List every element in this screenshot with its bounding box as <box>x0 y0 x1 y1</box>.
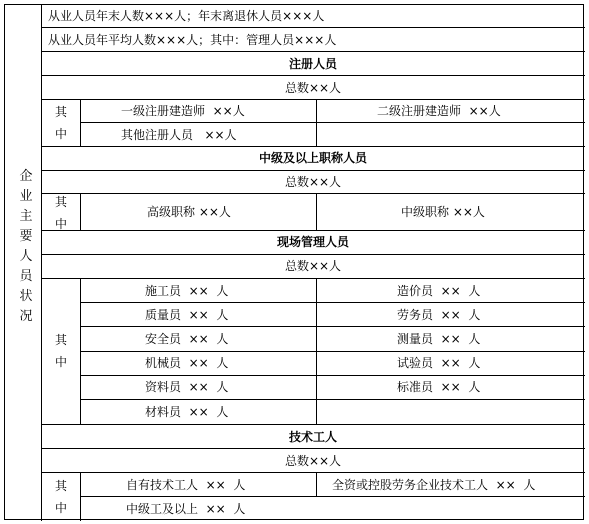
qizhong-divider <box>80 193 81 230</box>
row-line <box>41 278 585 279</box>
workers-total: 总数××人 <box>284 454 342 468</box>
site-right-item: 测量员 ×× 人 <box>397 332 481 346</box>
first-class-builder: 一级注册建造师 ××人 <box>121 104 245 118</box>
workers-qizhong: 其 中 <box>54 479 67 515</box>
other-registered: 其他注册人员 ××人 <box>121 128 237 142</box>
site-right-item: 造价员 ×× 人 <box>397 284 481 298</box>
row-line <box>80 302 585 303</box>
own-workers: 自有技术工人 ×× 人 <box>126 478 246 492</box>
site-total: 总数××人 <box>284 259 342 273</box>
intermediate-title: 中级职称 ××人 <box>401 205 485 219</box>
site-right-item: 劳务员 ×× 人 <box>397 308 481 322</box>
titled-qizhong: 其 中 <box>54 195 67 231</box>
site-left-item: 施工员 ×× 人 <box>145 284 229 298</box>
labor-company-workers: 全资或控股劳务企业技术工人 ×× 人 <box>332 478 536 492</box>
row-line <box>41 75 585 76</box>
site-header: 现场管理人员 <box>276 235 350 249</box>
row-line <box>41 146 585 147</box>
row-line <box>41 51 585 52</box>
site-left-item: 机械员 ×× 人 <box>145 356 229 370</box>
col-divider <box>316 99 317 146</box>
site-qizhong: 其 中 <box>54 333 67 369</box>
titled-total: 总数××人 <box>284 175 342 189</box>
year-end-count: 从业人员年末人数×××人；年末离退休人员×××人 <box>48 9 325 23</box>
qizhong-divider <box>80 99 81 146</box>
site-right-item: 标准员 ×× 人 <box>397 380 481 394</box>
row-line <box>41 472 585 473</box>
row-line <box>80 326 585 327</box>
row-line <box>41 170 585 171</box>
intermediate-above-workers: 中级工及以上 ×× 人 <box>126 502 246 516</box>
row-line <box>41 230 585 231</box>
row-line <box>80 496 585 497</box>
second-class-builder: 二级注册建造师 ××人 <box>377 104 501 118</box>
side-column-divider <box>41 5 42 521</box>
site-left-item: 安全员 ×× 人 <box>145 332 229 346</box>
row-line <box>80 351 585 352</box>
titled-header: 中级及以上职称人员 <box>258 151 368 165</box>
row-line <box>80 399 585 400</box>
annual-average-count: 从业人员年平均人数×××人；其中：管理人员×××人 <box>48 33 337 47</box>
registered-total: 总数××人 <box>284 81 342 95</box>
col-divider <box>316 472 317 496</box>
site-left-item: 质量员 ×× 人 <box>145 308 229 322</box>
site-left-item: 资料员 ×× 人 <box>145 380 229 394</box>
col-divider <box>316 193 317 230</box>
row-line <box>41 99 585 100</box>
site-left-item: 材料员 ×× 人 <box>145 405 229 419</box>
row-line <box>41 254 585 255</box>
row-line <box>41 424 585 425</box>
registered-qizhong: 其 中 <box>54 105 67 141</box>
personnel-table <box>4 4 584 520</box>
registered-header: 注册人员 <box>288 57 338 71</box>
side-label: 企 业 主 要 人 员 状 况 <box>19 169 33 324</box>
row-line <box>80 122 585 123</box>
row-line <box>41 27 585 28</box>
workers-header: 技术工人 <box>288 430 338 444</box>
row-line <box>41 448 585 449</box>
senior-title: 高级职称 ××人 <box>147 205 231 219</box>
row-line <box>41 193 585 194</box>
row-line <box>80 375 585 376</box>
site-right-item: 试验员 ×× 人 <box>397 356 481 370</box>
